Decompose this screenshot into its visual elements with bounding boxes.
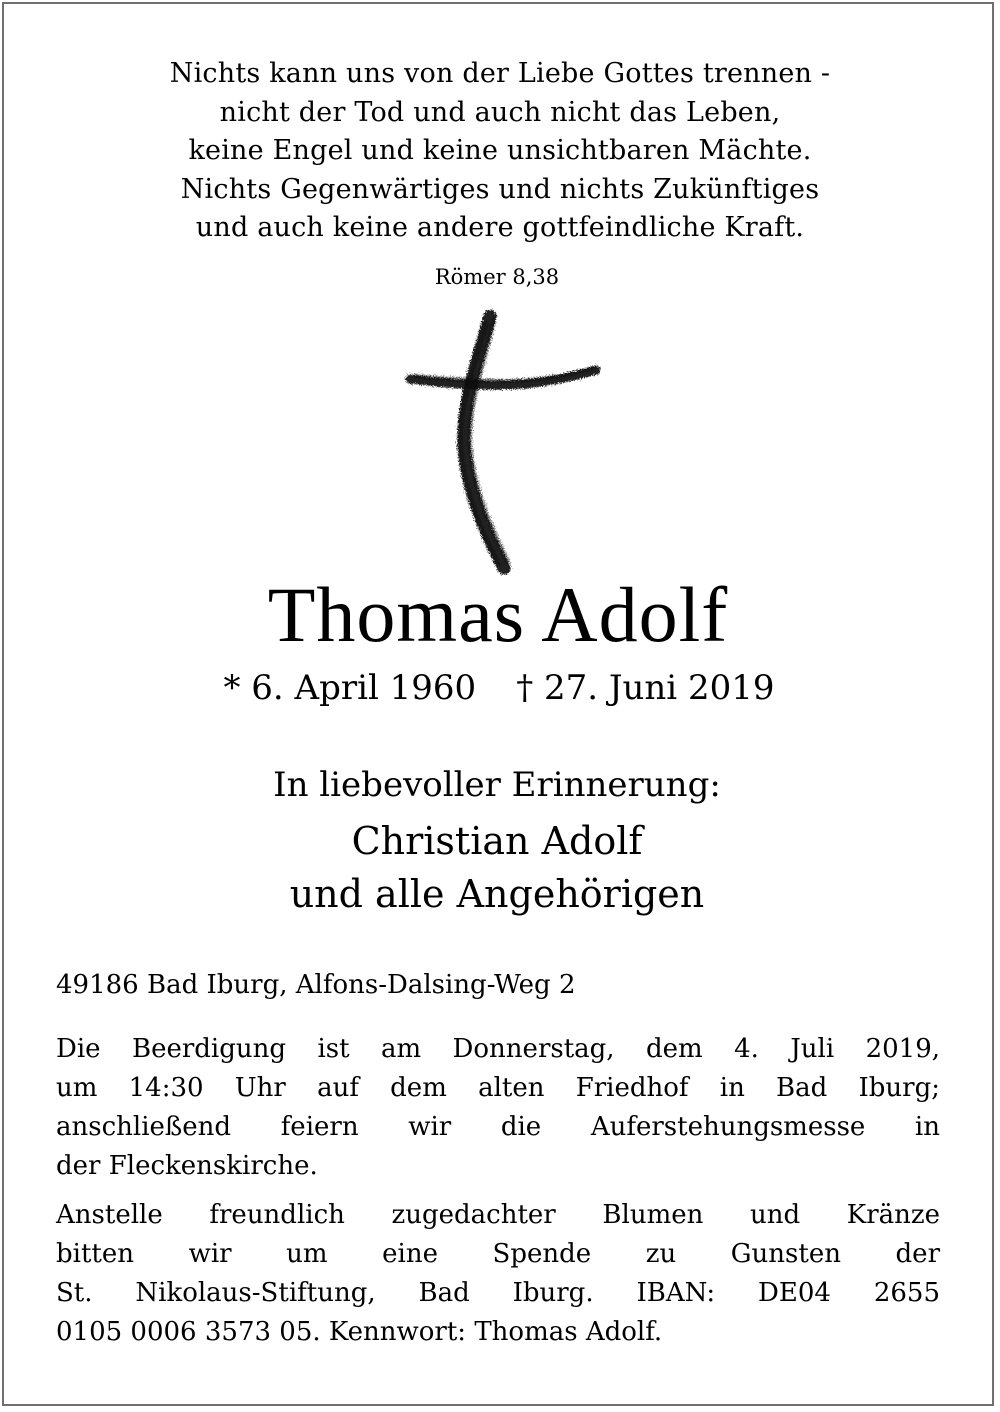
verse-line: und auch keine andere gottfeindliche Kraft.	[195, 212, 805, 243]
funeral-line: anschließend feiern wir die Auferstehungsmesse in	[56, 1112, 940, 1142]
funeral-line: Die Beerdigung ist am Donnerstag, dem 4. Juli 2019,	[56, 1034, 940, 1064]
signer-line: Christian Adolf	[351, 819, 643, 863]
donation-line: bitten wir um eine Spende zu Gunsten der	[56, 1239, 940, 1269]
signers	[0, 815, 994, 921]
bible-verse	[0, 55, 1000, 248]
address: 49186 Bad Iburg, Alfons-Dalsing-Weg 2	[56, 970, 576, 1000]
funeral-line: der Fleckenskirche.	[56, 1151, 318, 1181]
funeral-info	[56, 1030, 940, 1186]
verse-line: keine Engel und keine unsichtbaren Mächte.	[188, 135, 812, 166]
funeral-line: um 14:30 Uhr auf dem alten Friedhof in Bad Iburg;	[56, 1073, 940, 1103]
life-dates	[0, 666, 998, 710]
verse-line: Nichts kann uns von der Liebe Gottes trennen -	[169, 58, 831, 89]
verse-reference: Römer 8,38	[434, 265, 560, 289]
donation-line: Anstelle freundlich zugedachter Blumen und Kränze	[56, 1200, 940, 1230]
verse-line: nicht der Tod und auch nicht das Leben,	[219, 96, 781, 128]
memory-heading: In liebevoller Erinnerung:	[273, 765, 721, 805]
donation-info	[56, 1196, 940, 1352]
donation-line: 0105 0006 3573 05. Kennwort: Thomas Adolf.	[56, 1317, 663, 1347]
deceased-name: Thomas Adolf	[267, 571, 729, 658]
signer-line: und alle Angehörigen	[289, 872, 705, 916]
death-date: † 27. Juni 2019	[516, 668, 775, 708]
verse-line: Nichts Gegenwärtiges und nichts Zukünftiges	[180, 173, 820, 205]
cross-icon	[398, 306, 608, 581]
donation-line: St. Nikolaus-Stiftung, Bad Iburg. IBAN: DE04 2655	[56, 1278, 940, 1308]
birth-date: * 6. April 1960	[223, 668, 477, 708]
